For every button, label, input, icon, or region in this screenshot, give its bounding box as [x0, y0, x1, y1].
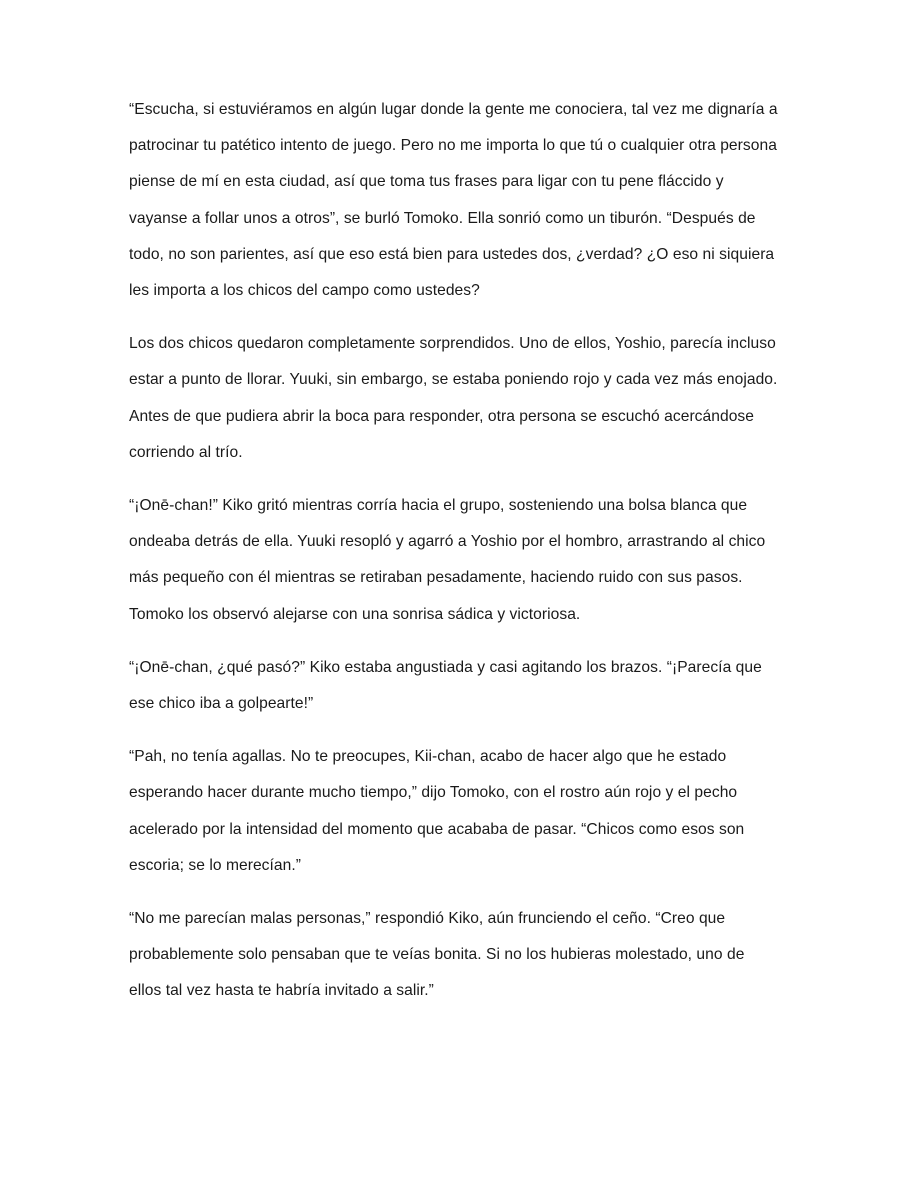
paragraph: “¡Onē-chan, ¿qué pasó?” Kiko estaba angustiada y casi agitando los brazos. “¡Parecía que ese chico iba a golpearte!” — [129, 658, 762, 713]
paragraph: Los dos chicos quedaron completamente sorprendidos. Uno de ellos, Yoshio, parecía incluso estar a punto de llorar. Yuuki, sin embargo, se estaba poniendo rojo y cada vez más enojado. Antes de que pudiera abrir la boca para responder, otra persona se escuchó acercándose corriendo al trío. — [129, 335, 778, 461]
paragraph: “Escucha, si estuviéramos en algún lugar donde la gente me conociera, tal vez me dignaría a patrocinar tu patético intento de juego. Pero no me importa lo que tú o cualquier otra persona piense de mí en esta ciudad, así que toma tus frases para ligar con tu pene fláccido y vayanse a follar unos a otros”, se burló Tomoko. Ella sonrió como un tiburón. “Después de todo, no son parientes, así que eso está bien para ustedes dos, ¿verdad? ¿O eso ni siquiera les importa a los chicos del campo como ustedes? — [129, 101, 778, 300]
document-body — [129, 92, 779, 1027]
paragraph: “Pah, no tenía agallas. No te preocupes, Kii-chan, acabo de hacer algo que he estado esperando hacer durante mucho tiempo,” dijo Tomoko, con el rostro aún rojo y el pecho acelerado por la intensidad del momento que acababa de pasar. “Chicos como esos son escoria; se lo merecían.” — [129, 748, 745, 874]
paragraph: “¡Onē-chan!” Kiko gritó mientras corría hacia el grupo, sosteniendo una bolsa blanca que ondeaba detrás de ella. Yuuki resopló y agarró a Yoshio por el hombro, arrastrando al chico más pequeño con él mientras se retiraban pesadamente, haciendo ruido con sus pasos. Tomoko los observó alejarse con una sonrisa sádica y victoriosa. — [129, 497, 766, 623]
paragraph: “No me parecían malas personas,” respondió Kiko, aún frunciendo el ceño. “Creo que probablemente solo pensaban que te veías bonita. Si no los hubieras molestado, uno de ellos tal vez hasta te habría invitado a salir.” — [129, 910, 745, 1000]
